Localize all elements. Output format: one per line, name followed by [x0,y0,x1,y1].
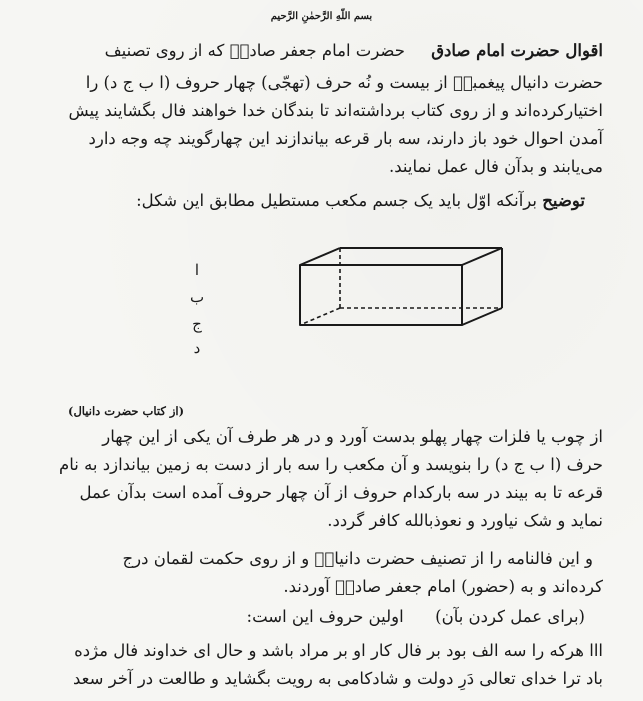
instruction-text: اولین حروف این است: [246,607,404,626]
paragraph-2-line-1: از چوب یا فلزات چهار پهلو بدست آورد و در هر طرف آن یکی از این چهار [102,427,603,446]
section-title: اقوال حضرت امام صادق [431,41,603,60]
explanation-line [136,190,585,212]
paragraph-3-line-2: کرده‌اند و به (حضور) امام جعفر صادقؑ آوردند. [283,577,603,596]
paragraph-4-line-2: باد ترا خدای تعالی دَرِ دولت و شادکامی به رویت بگشاید و طالعت در آخر سعد [73,669,603,688]
paragraph-4-line-1: ااا هرکه را سه الف بود بر فال کار او بر مراد باشد و حال ای خداوند فال مژده [74,641,603,660]
letter-jim: ج [192,315,202,333]
letter-dal: د [193,339,201,357]
letter-alef: ا [194,261,200,279]
heading-line [105,40,603,62]
explanation-label: توضیح [542,191,585,210]
bismillah-heading: بسم اللّهِ الرَّحمٰنِ الرَّحیم [270,11,373,22]
instruction-paren: (برای عمل کردن بآن) [435,607,585,626]
letter-be: ب [189,288,205,306]
paragraph-2-line-3: قرعه تا به بیند در سه بارکدام حروف از آن چهار حروف آمده است بدآن عمل [79,483,603,502]
paragraph-2-line-4: نماید و شک نیاورد و نعوذبالله کافر گردد. [327,511,603,530]
rectangular-cube-drawing [295,243,510,338]
section-intro: حضرت امام جعفر صادقؑ که از روی تصنیف [104,41,405,60]
paragraph-1-line-4: می‌یابند و بدآن فال عمل نمایند. [388,157,603,176]
paragraph-1-line-1: حضرت دانیال پیغمبرؑ از بیست و نُه حرف (تهجّی) چهار حروف (ا ب ج د) را [85,73,603,92]
paragraph-1-line-3: آمدن احوال خود باز دارند، سه بار قرعه بیاندازند این چهارگویند چه وجه دارد [88,129,603,148]
paragraph-3-line-1: و این فالنامه را از تصنیف حضرت دانیالؑ و از روی حکمت لقمان درج [122,549,593,568]
explanation-text: برآنکه اوّل باید یک جسم مکعب مستطیل مطابق این شکل: [136,191,537,210]
instruction-line [247,606,585,628]
paragraph-1-line-2: اختیارکرده‌اند و از روی کتاب برداشته‌اند تا بندگان خدا خواهند فال بگشایند پیش [68,101,603,120]
paragraph-2-line-2: حرف (ا ب ج د) را بنویسد و آن مکعب را سه بار از دست به زمین بیاندازد به نام [58,455,603,474]
figure-caption: (از کتاب حضرت دانیال) [68,404,185,418]
